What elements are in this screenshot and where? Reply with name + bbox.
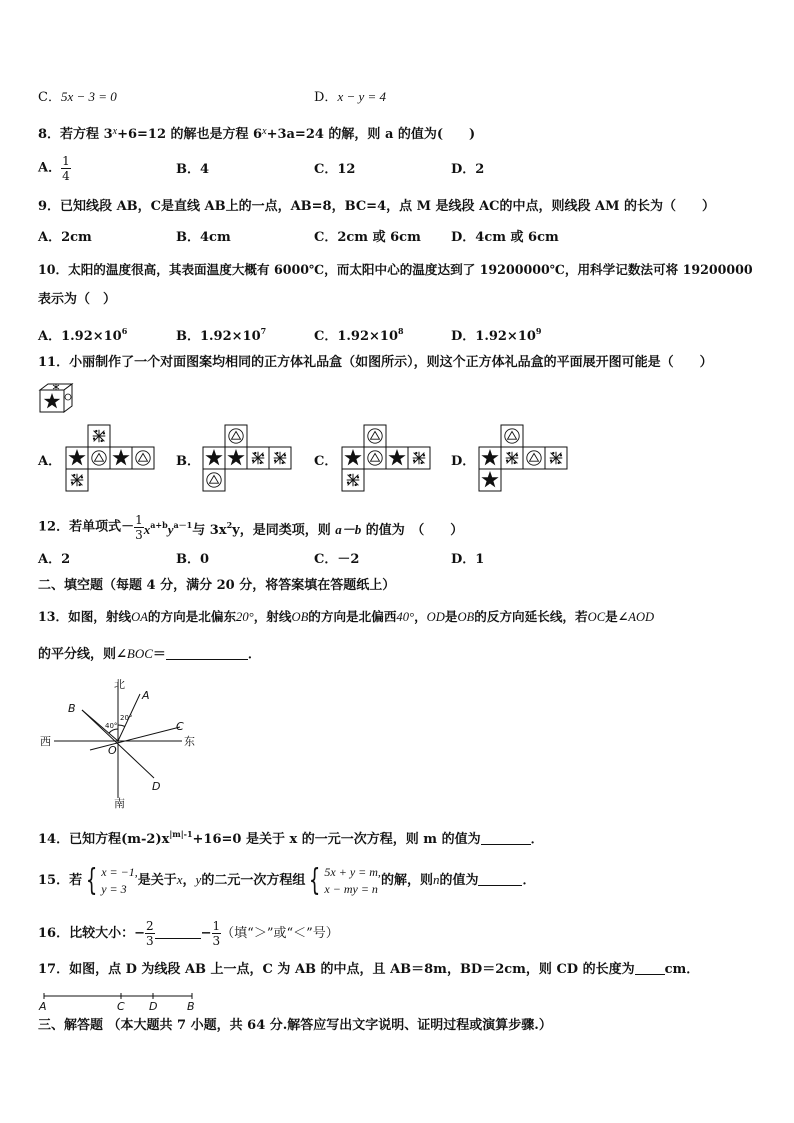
net-d [479,425,567,491]
q12-option-a: A．2 [38,552,71,567]
q10-option-b: B．$1.92\times 10^7$ [176,326,267,344]
q12-stem: 12．若单项式－ $\frac{1}{3}$ $x^{a+b}y^{a-1}$与 $3x^2y$，是同类项，则 a－b 的值为 （ ） [38,513,464,542]
seg-point-d: D [149,1000,158,1012]
q11-option-c-label: C． [314,454,338,469]
q12-option-d: D．1 [451,552,485,567]
asterisk-symbol [252,452,265,465]
q11-option-b-label: B． [176,454,200,469]
fig-angle-40: 40° [105,722,118,730]
fig-point-c: C [176,720,184,733]
fig-north: 北 [114,678,125,691]
q8-stem: 8．若方程 $3^x+6=12$ 的解也是方程 $6^x+3a=24$ 的解，则 a 的值为( ) [38,126,476,142]
asterisk-symbol [413,452,426,465]
net-c [342,425,430,491]
net-a [66,425,154,491]
q10-stem-line2: 表示为（ ） [38,292,117,307]
q15-stem: 15．若 { x = −1, y = 3 是关于x，y的二元一次方程组 { 5x + y = m, x − my = n 的解，则n的值为 ． [38,862,536,898]
q14-stem: 14．已知方程$(m-2)x^{|m|-1}+16=0$ 是关于 x 的一元一次方程，则 m 的值为 ． [38,829,544,847]
fig-east: 东 [184,735,195,748]
q8-option-b: B．4 [176,162,210,177]
cube-nets-figure [0,420,794,500]
net-face [364,425,386,447]
asterisk-symbol [550,452,563,465]
q13-direction-figure [30,672,210,810]
q11-option-a-label: A． [38,454,62,469]
seg-point-b: B [187,1000,195,1012]
section-3-heading: 三、解答题 （本大题共 7 小题，共 64 分.解答应写出文字说明、证明过程或演算步骤.） [38,1018,552,1033]
asterisk-symbol [506,452,519,465]
q17-answer-blank[interactable] [635,962,665,975]
fig-point-d: D [152,780,161,793]
q9-option-d: D．4cm 或 6cm [451,230,559,245]
q17-segment-figure [36,988,206,1012]
q16-answer-blank[interactable] [155,926,201,939]
seg-point-c: C [117,1000,125,1012]
q15-answer-blank[interactable] [478,873,522,886]
q10-stem-line1: 10．太阳的温度很高，其表面温度大概有 6000℃，而太阳中心的温度达到了 19200000℃，用科学记数法可将 19200000 [38,262,753,277]
q13-answer-blank[interactable] [166,647,248,660]
asterisk-symbol [347,474,360,487]
net-face [523,447,545,469]
q9-stem: 9．已知线段 AB，C是直线 AB上的一点，AB=8，BC=4，点 M 是线段 AC的中点，则线段 AM 的长为（ ） [38,199,716,214]
asterisk-symbol [274,452,287,465]
net-face [132,447,154,469]
q9-option-b: B．4cm [176,230,231,245]
q13-stem-line1: 13．如图，射线OA的方向是北偏东20°，射线OB的方向是北偏西40°，OD是OB的反方向延长线，若OC是∠AOD [38,609,655,624]
net-b [203,425,291,491]
net-face [364,447,386,469]
q10-option-a: A．$1.92\times 10^6$ [38,326,128,344]
q12-option-c: C．－2 [314,552,360,567]
q8-option-c: C．12 [314,162,356,177]
q7-option-c: C．5x − 3 = 0 [38,89,117,105]
fig-point-a: A [142,689,150,702]
q17-stem: 17．如图，点 D 为线段 AB 上一点，C 为 AB 的中点，且 AB＝8m，BD＝2cm，则 CD 的长度为 cm． [38,962,700,977]
net-face [203,469,225,491]
q8-option-d: D．2 [451,162,485,177]
q14-answer-blank[interactable] [481,832,531,845]
fig-west: 西 [40,735,51,748]
gift-cube-figure [38,382,74,414]
fig-south: 南 [114,797,125,810]
asterisk-symbol [93,430,106,443]
q12-option-b: B．0 [176,552,210,567]
fig-point-b: B [68,702,76,715]
q11-stem: 11．小丽制作了一个对面图案均相同的正方体礼品盒（如图所示），则这个正方体礼品盒的平面展开图可能是（ ） [38,355,713,370]
net-face [225,425,247,447]
net-face [88,447,110,469]
asterisk-symbol [71,474,84,487]
q10-option-c: C．$1.92\times 10^8$ [314,326,404,344]
q13-stem-line2: 的平分线，则∠BOC＝ ． [38,646,261,662]
section-2-heading: 二、填空题（每题 4 分，满分 20 分，将答案填在答题纸上） [38,578,396,593]
q9-option-c: C．2cm 或 6cm [314,230,421,245]
net-face [501,425,523,447]
q9-option-a: A．2cm [38,230,92,245]
seg-point-a: A [39,1000,47,1012]
q7-option-d: D．x − y = 4 [314,89,387,105]
q10-option-d: D．$1.92\times 10^9$ [451,326,542,344]
fig-point-o: O [108,744,117,757]
q8-option-a: A． $\frac{1}{4}$ [38,154,70,183]
q16-stem: 16．比较大小：− $\frac{2}{3}$ − $\frac{1}{3}$ （填“＞”或“＜”号） [38,919,339,948]
fig-angle-20: 20° [120,714,133,722]
q11-option-d-label: D． [451,454,476,469]
